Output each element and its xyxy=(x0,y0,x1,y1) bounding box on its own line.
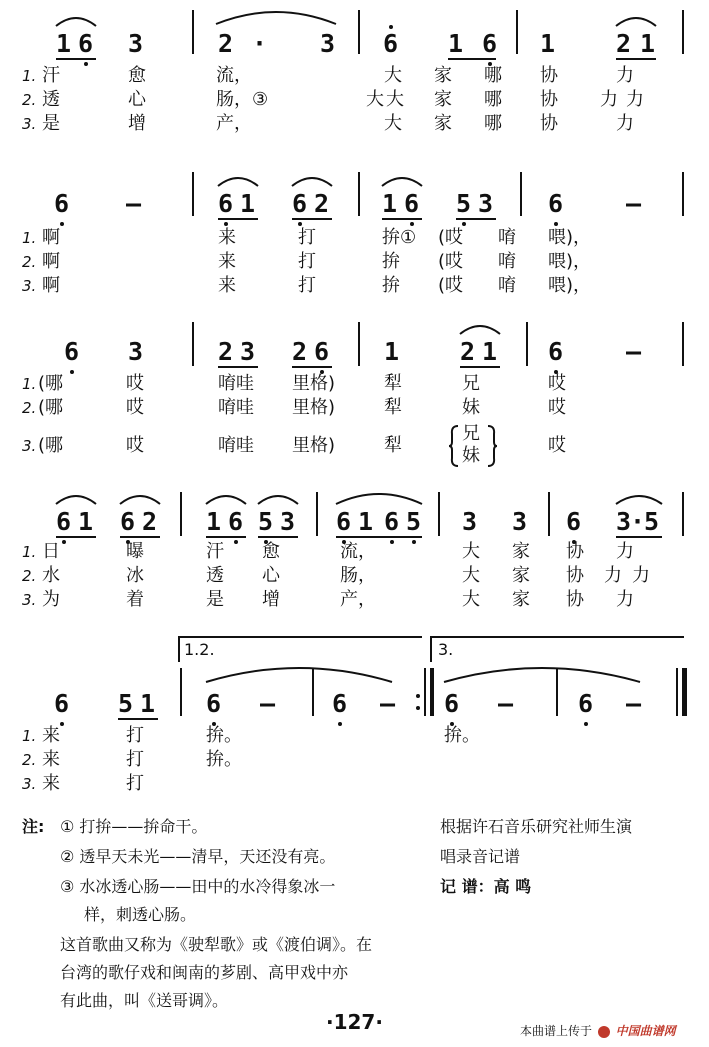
barline xyxy=(516,10,518,54)
underline xyxy=(616,536,662,538)
verse-number: 3. xyxy=(22,115,37,133)
lyric: 唷哇 xyxy=(218,373,254,394)
lyric: 哎 xyxy=(126,435,144,456)
slur xyxy=(204,662,394,684)
underline xyxy=(456,218,496,220)
lyric: 家 xyxy=(434,89,452,110)
octave-dot xyxy=(298,222,302,226)
note: 6 xyxy=(218,189,234,218)
underline xyxy=(460,366,500,368)
lyric: 拚 xyxy=(382,275,400,296)
octave-dot xyxy=(70,370,74,374)
repeat-dot xyxy=(416,694,420,698)
lyric: 啊 xyxy=(42,251,60,272)
lyric: 为 xyxy=(42,589,60,610)
slur xyxy=(54,490,98,506)
volta-label: 3. xyxy=(438,640,454,659)
lyric: 啊 xyxy=(42,227,60,248)
verse-number: 2. xyxy=(22,91,37,109)
lyric: 流， xyxy=(340,541,376,562)
note: 1 xyxy=(206,507,222,536)
lyric: 肠，③ xyxy=(216,89,269,110)
note: 6 xyxy=(54,189,70,218)
note: – xyxy=(380,689,396,718)
note: – xyxy=(626,689,642,718)
note: 2 xyxy=(292,337,308,366)
note: 6 xyxy=(566,507,582,536)
lyric: 增 xyxy=(262,589,280,610)
verse-number: 1. xyxy=(22,727,37,745)
note: 1 xyxy=(448,29,464,58)
note: 6 xyxy=(54,689,70,718)
note: 2 xyxy=(460,337,476,366)
lyric: 汗 xyxy=(206,541,224,562)
lyric: 愈 xyxy=(128,65,146,86)
lyric: 力 xyxy=(616,589,634,610)
footnote-item: ① 打拚——拚命干。 xyxy=(60,817,208,836)
barline xyxy=(358,172,360,216)
octave-dot xyxy=(234,540,238,544)
note: 6 xyxy=(444,689,460,718)
barline xyxy=(526,322,528,366)
note: 5 xyxy=(456,189,472,218)
verse-number: 1. xyxy=(22,543,37,561)
volta-bracket-1-2 xyxy=(178,636,422,662)
lyric: 力 xyxy=(626,89,644,110)
octave-dot xyxy=(62,540,66,544)
lyric: 大 xyxy=(366,89,384,110)
lyric: 拚 xyxy=(382,251,400,272)
note: 1 xyxy=(540,29,556,58)
lyric: 家 xyxy=(512,589,530,610)
note: 6 xyxy=(578,689,594,718)
lyric: 协 xyxy=(540,65,558,86)
lyric: 协 xyxy=(566,565,584,586)
lyric: 来 xyxy=(218,275,236,296)
lyric: (哪 xyxy=(38,397,64,418)
lyric: (哎 xyxy=(438,275,464,296)
underline xyxy=(206,536,246,538)
note: 3 xyxy=(478,189,494,218)
lyric: 哎 xyxy=(548,397,566,418)
lyric: 力 xyxy=(600,89,618,110)
note: 1 xyxy=(78,507,94,536)
lyric: 啊 xyxy=(42,275,60,296)
underline xyxy=(120,536,160,538)
page-number: ·127· xyxy=(326,1010,383,1034)
octave-dot xyxy=(584,722,588,726)
lyric: 哪 xyxy=(484,89,502,110)
lyric: 家 xyxy=(434,65,452,86)
note: · xyxy=(630,507,646,536)
note: 6 xyxy=(314,337,330,366)
note: 2 xyxy=(616,29,632,58)
note: 2 xyxy=(314,189,330,218)
note: 3 xyxy=(616,507,632,536)
footnote-label: 注: xyxy=(22,817,45,836)
underline xyxy=(292,218,332,220)
note: 6 xyxy=(383,29,399,58)
note: 6 xyxy=(384,507,400,536)
lyric: (哪 xyxy=(38,373,64,394)
slur xyxy=(614,490,664,506)
lyric: 力 xyxy=(616,541,634,562)
octave-dot xyxy=(412,540,416,544)
footnote-item: ② 透早天未光——清早，天还没有亮。 xyxy=(60,847,336,866)
note: 1 xyxy=(640,29,656,58)
barline xyxy=(682,10,684,54)
lyric: 犁 xyxy=(384,373,402,394)
note: 6 xyxy=(332,689,348,718)
verse-number: 1. xyxy=(22,67,37,85)
note: 1 xyxy=(384,337,400,366)
lyric: 喂)， xyxy=(548,251,592,272)
lyric: 着 xyxy=(126,589,144,610)
lyric: 来 xyxy=(42,749,60,770)
note: 1 xyxy=(482,337,498,366)
slur xyxy=(380,172,424,188)
volta-label: 1.2. xyxy=(184,640,215,659)
footnote-item: ③ 水冰透心肠——田中的水冷得象冰一 xyxy=(60,877,336,896)
lyric: 里格) xyxy=(292,435,336,456)
note: 3 xyxy=(240,337,256,366)
lyric: 拚① xyxy=(382,227,417,248)
note: – xyxy=(626,337,642,366)
lyric: 喂)， xyxy=(548,227,592,248)
note: – xyxy=(126,189,142,218)
note: 6 xyxy=(228,507,244,536)
note: · xyxy=(252,29,268,58)
verse-number: 1. xyxy=(22,375,37,393)
lyric: 透 xyxy=(206,565,224,586)
verse-number: 2. xyxy=(22,567,37,585)
barline xyxy=(682,322,684,366)
lyric: 打 xyxy=(126,773,144,794)
lyric: 来 xyxy=(42,773,60,794)
note: 3 xyxy=(280,507,296,536)
verse-number: 3. xyxy=(22,277,37,295)
note: 3 xyxy=(128,29,144,58)
slur xyxy=(54,12,98,28)
note: 6 xyxy=(64,337,80,366)
lyric: 哪 xyxy=(484,65,502,86)
lyric: 兄 xyxy=(462,423,480,444)
note: 5 xyxy=(258,507,274,536)
watermark-text: 本曲谱上传于 xyxy=(520,1024,593,1038)
lyric: 大 xyxy=(386,89,404,110)
octave-dot xyxy=(390,540,394,544)
note: 3 xyxy=(320,29,336,58)
final-barline xyxy=(682,668,687,716)
note: 6 xyxy=(336,507,352,536)
barline xyxy=(180,492,182,536)
slur xyxy=(442,662,642,684)
note: 1 xyxy=(358,507,374,536)
repeat-dot xyxy=(416,706,420,710)
octave-dot xyxy=(554,222,558,226)
note: 3 xyxy=(462,507,478,536)
footnote-item: 样，刺透心肠。 xyxy=(84,905,197,924)
slur xyxy=(334,488,424,506)
lyric: 大 xyxy=(462,565,480,586)
octave-dot xyxy=(84,62,88,66)
lyric: 拚。 xyxy=(206,749,242,770)
underline xyxy=(258,536,298,538)
lyric: 力 xyxy=(632,565,650,586)
watermark xyxy=(520,1022,676,1039)
verse-number: 2. xyxy=(22,399,37,417)
watermark-site: 中国曲谱网 xyxy=(615,1024,676,1038)
lyric: 是 xyxy=(206,589,224,610)
barline xyxy=(192,10,194,54)
note: – xyxy=(260,689,276,718)
lyric: 来 xyxy=(218,251,236,272)
note: 5 xyxy=(644,507,660,536)
note: 1 xyxy=(240,189,256,218)
note: 5 xyxy=(118,689,134,718)
note: 6 xyxy=(56,507,72,536)
note: 2 xyxy=(218,337,234,366)
lyric: 协 xyxy=(540,89,558,110)
note: 2 xyxy=(218,29,234,58)
note: 6 xyxy=(482,29,498,58)
lyric: 大 xyxy=(384,65,402,86)
lyric: 协 xyxy=(540,113,558,134)
barline xyxy=(548,492,550,536)
octave-dot xyxy=(60,222,64,226)
brace-left xyxy=(448,424,460,468)
verse-number: 3. xyxy=(22,591,37,609)
credit-line: 记 谱：高 鸣 xyxy=(440,877,532,896)
underline xyxy=(616,58,656,60)
lyric: 产， xyxy=(216,113,252,134)
underline xyxy=(448,58,496,60)
footnote-paragraph: 台湾的歌仔戏和闽南的芗剧、高甲戏中亦 xyxy=(60,963,349,982)
note: – xyxy=(626,189,642,218)
lyric: 肠， xyxy=(340,565,376,586)
footnote-paragraph: 有此曲，叫《送哥调》。 xyxy=(60,991,229,1010)
lyric: 哎 xyxy=(548,373,566,394)
lyric: 唷 xyxy=(498,275,516,296)
lyric: 家 xyxy=(434,113,452,134)
barline xyxy=(438,492,440,536)
lyric: 打 xyxy=(298,227,316,248)
barline xyxy=(424,668,426,716)
lyric: 来 xyxy=(218,227,236,248)
lyric: 哪 xyxy=(484,113,502,134)
barline-thick xyxy=(430,668,434,716)
note: 2 xyxy=(142,507,158,536)
lyric: 日 xyxy=(42,541,60,562)
barline xyxy=(520,172,522,216)
lyric: 协 xyxy=(566,589,584,610)
barline xyxy=(192,322,194,366)
lyric: (哎 xyxy=(438,227,464,248)
lyric: 力 xyxy=(616,113,634,134)
lyric: 力 xyxy=(604,565,622,586)
lyric: 汗 xyxy=(42,65,60,86)
barline xyxy=(676,668,678,716)
lyric: 产， xyxy=(340,589,376,610)
octave-dot xyxy=(389,25,393,29)
lyric: 来 xyxy=(42,725,60,746)
lyric: 力 xyxy=(616,65,634,86)
lyric: 水 xyxy=(42,565,60,586)
lyric: 打 xyxy=(298,275,316,296)
underline xyxy=(56,536,96,538)
underline xyxy=(118,718,158,720)
lyric: 唷 xyxy=(498,251,516,272)
logo-icon xyxy=(598,1026,610,1038)
barline xyxy=(316,492,318,536)
lyric: 妹 xyxy=(462,445,480,466)
lyric: 是 xyxy=(42,113,60,134)
slur xyxy=(204,490,248,506)
note: 3 xyxy=(512,507,528,536)
lyric: 曝 xyxy=(126,541,144,562)
slur xyxy=(216,172,260,188)
note: 6 xyxy=(206,689,222,718)
lyric: 兄 xyxy=(462,373,480,394)
lyric: 唷哇 xyxy=(218,435,254,456)
lyric: 大 xyxy=(462,589,480,610)
octave-dot xyxy=(338,722,342,726)
lyric: 拚。 xyxy=(444,725,480,746)
lyric: 哎 xyxy=(548,435,566,456)
note: 6 xyxy=(78,29,94,58)
lyric: 流， xyxy=(216,65,252,86)
footnote-paragraph: 这首歌曲又称为《驶犁歌》或《渡伯调》。在 xyxy=(60,935,373,954)
lyric: 打 xyxy=(126,725,144,746)
volta-bracket-3 xyxy=(430,636,684,662)
lyric: 妹 xyxy=(462,397,480,418)
verse-number: 2. xyxy=(22,751,37,769)
lyric: 打 xyxy=(126,749,144,770)
verse-number: 3. xyxy=(22,437,37,455)
lyric: 拚。 xyxy=(206,725,242,746)
verse-number: 3. xyxy=(22,775,37,793)
slur xyxy=(614,12,658,28)
barline xyxy=(682,172,684,216)
octave-dot xyxy=(462,222,466,226)
lyric: 家 xyxy=(512,541,530,562)
lyric: 哎 xyxy=(126,397,144,418)
note: 6 xyxy=(292,189,308,218)
underline xyxy=(218,218,258,220)
note: 6 xyxy=(120,507,136,536)
brace-right xyxy=(486,424,498,468)
lyric: 心 xyxy=(128,89,146,110)
underline xyxy=(292,366,332,368)
verse-number: 1. xyxy=(22,229,37,247)
underline xyxy=(382,218,422,220)
lyric: 哎 xyxy=(126,373,144,394)
barline xyxy=(358,10,360,54)
octave-dot xyxy=(224,222,228,226)
slur xyxy=(118,490,162,506)
slur xyxy=(214,6,338,26)
note: 6 xyxy=(404,189,420,218)
underline xyxy=(336,536,422,538)
lyric: 透 xyxy=(42,89,60,110)
octave-dot xyxy=(410,222,414,226)
lyric: 增 xyxy=(128,113,146,134)
verse-number: 2. xyxy=(22,253,37,271)
underline xyxy=(56,58,96,60)
note: 3 xyxy=(128,337,144,366)
note: – xyxy=(498,689,514,718)
underline xyxy=(218,366,258,368)
lyric: 冰 xyxy=(126,565,144,586)
lyric: 家 xyxy=(512,565,530,586)
lyric: 打 xyxy=(298,251,316,272)
note: 6 xyxy=(548,189,564,218)
credit-line: 唱录音记谱 xyxy=(440,847,521,866)
note: 1 xyxy=(140,689,156,718)
lyric: (哎 xyxy=(438,251,464,272)
lyric: 协 xyxy=(566,541,584,562)
note: 6 xyxy=(548,337,564,366)
lyric: 心 xyxy=(262,565,280,586)
lyric: (哪 xyxy=(38,435,64,456)
slur xyxy=(256,490,300,506)
lyric: 犁 xyxy=(384,435,402,456)
lyric: 唷 xyxy=(498,227,516,248)
note: 1 xyxy=(56,29,72,58)
barline xyxy=(180,668,182,716)
note: 1 xyxy=(382,189,398,218)
lyric: 大 xyxy=(462,541,480,562)
barline xyxy=(682,492,684,536)
note: 5 xyxy=(406,507,422,536)
lyric: 犁 xyxy=(384,397,402,418)
barline xyxy=(358,322,360,366)
lyric: 里格) xyxy=(292,373,336,394)
lyric: 大 xyxy=(384,113,402,134)
lyric: 喂)， xyxy=(548,275,592,296)
lyric: 愈 xyxy=(262,541,280,562)
slur xyxy=(290,172,334,188)
lyric: 里格) xyxy=(292,397,336,418)
octave-dot xyxy=(60,722,64,726)
credit-line: 根据许石音乐研究社师生演 xyxy=(440,817,633,836)
lyric: 唷哇 xyxy=(218,397,254,418)
barline xyxy=(192,172,194,216)
slur xyxy=(458,320,502,336)
